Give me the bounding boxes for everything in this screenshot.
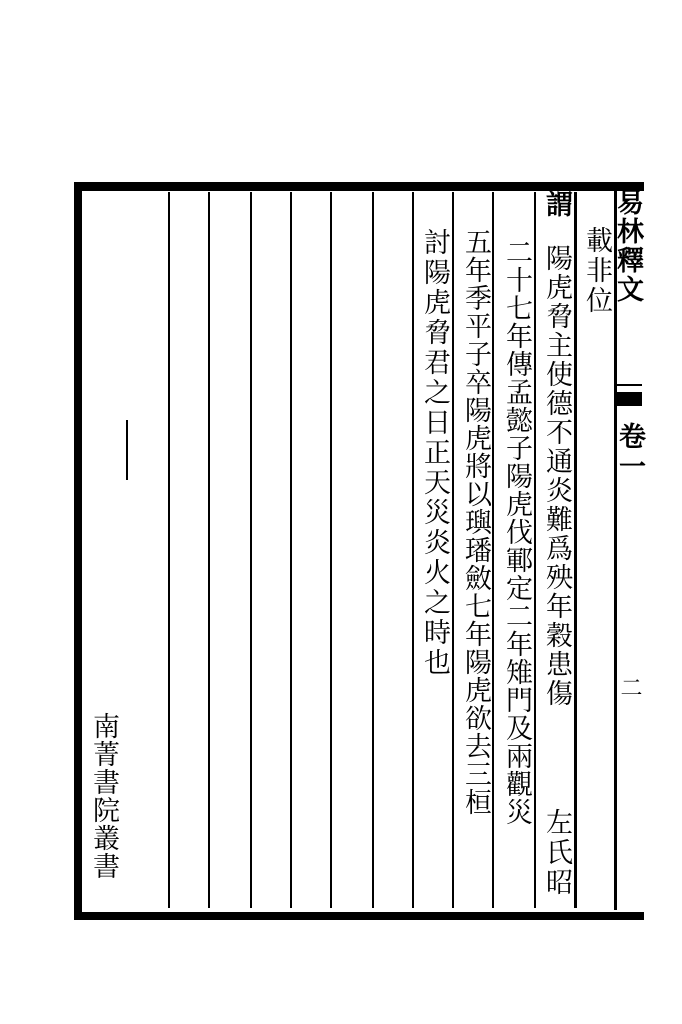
column-rule — [372, 192, 374, 908]
rule-gap — [124, 200, 132, 420]
text-column-3: 二十七年傳孟懿子陽虎伐鄆定二年雉門及兩觀災 — [501, 238, 532, 826]
text-column-4: 五年季平子卒陽虎將以璵璠斂七年陽虎欲去三桓 — [460, 228, 491, 816]
column-rule — [168, 192, 170, 908]
text-column-5: 討陽虎脅君之日正天災炎火之時也 — [419, 228, 450, 678]
column-rule — [534, 192, 536, 908]
column-rule — [330, 192, 332, 908]
text-column-2-note: 謂 — [541, 190, 572, 220]
text-column-2-source: 左氏昭 — [541, 808, 572, 898]
column-rule — [452, 192, 454, 908]
banner-juan: 卷一 — [614, 422, 645, 482]
text-column-1: 載非位 — [581, 226, 612, 316]
column-rule — [290, 192, 292, 908]
column-rule — [574, 192, 577, 908]
column-rule — [492, 192, 494, 908]
text-column-2: 陽虎脅主使德不通炎難爲殃年穀患傷 — [541, 244, 572, 708]
column-rule-fragment — [126, 420, 128, 480]
column-rule — [208, 192, 210, 908]
banner-title: 易林釋文 — [612, 188, 643, 304]
column-rule — [250, 192, 252, 908]
fish-tail-mark — [616, 392, 642, 406]
banner-page-number: 二 — [617, 676, 642, 701]
column-rule — [412, 192, 414, 908]
publisher-label: 南菁書院叢書 — [88, 712, 119, 880]
banner-line — [614, 384, 642, 386]
